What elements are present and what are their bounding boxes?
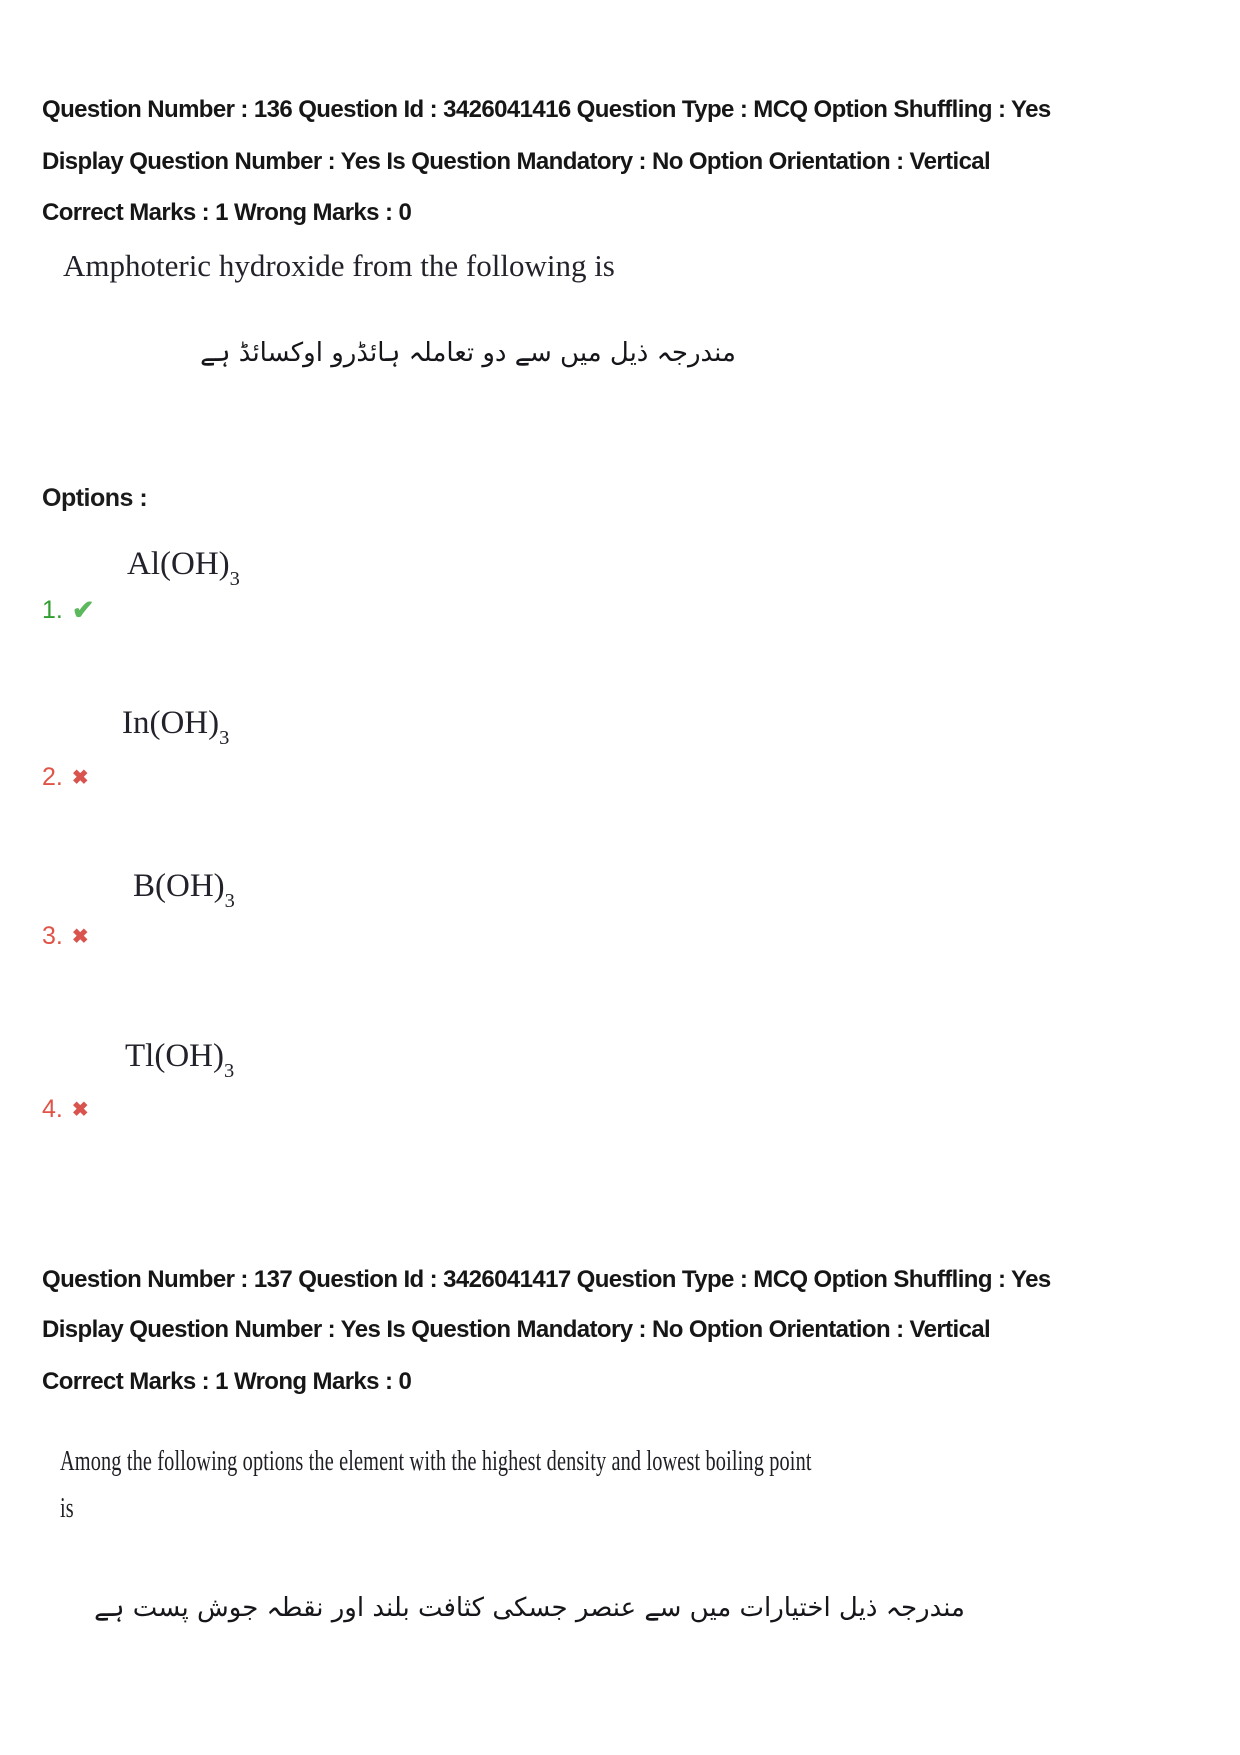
option-1-number: 1. (42, 596, 63, 624)
option-1-formula-subscript: 3 (229, 568, 240, 591)
option-3-number: 3. (42, 922, 63, 950)
option-3-formula-subscript: 3 (224, 890, 235, 913)
option-2-formula (122, 705, 230, 750)
q136-question-text-english: Amphoteric hydroxide from the following is (63, 248, 615, 283)
wrong-cross-icon: ✖ (71, 766, 89, 789)
option-4-formula (125, 1038, 235, 1083)
option-4-formula-base: Tl(OH) (125, 1038, 224, 1074)
q137-question-text-english-line2: is (60, 1492, 74, 1524)
wrong-cross-icon: ✖ (71, 1098, 89, 1121)
q137-question-text-urdu: مندرجہ ذیل اختیارات میں سے عنصر جسکی کثافت بلند اور نقطہ جوش پست ہے (94, 1593, 965, 1623)
q137-header-line1: Question Number : 137 Question Id : 3426041417 Question Type : MCQ Option Shuffling : Yes (42, 1266, 1051, 1293)
option-3-formula (133, 868, 235, 913)
option-1-formula (127, 546, 240, 591)
option-4-formula-subscript: 3 (223, 1060, 235, 1083)
option-3-result-row (42, 922, 89, 951)
correct-check-icon: ✔ (71, 595, 95, 625)
option-2-number: 2. (42, 763, 63, 791)
option-2-formula-subscript: 3 (219, 727, 230, 750)
q136-question-text-urdu: مندرجہ ذیل میں سے دو تعاملہ ہائڈرو اوکسائڈ ہے (200, 338, 736, 368)
q137-question-text-english-line1: Among the following options the element with the highest density and lowest boiling point (60, 1445, 812, 1477)
q136-header-line3: Correct Marks : 1 Wrong Marks : 0 (42, 199, 412, 226)
option-4-number: 4. (42, 1095, 63, 1123)
option-3-formula-base: B(OH) (133, 868, 225, 904)
option-2-result-row (42, 763, 89, 792)
q136-header-line2: Display Question Number : Yes Is Question Mandatory : No Option Orientation : Vertical (42, 148, 991, 175)
option-1-result-row (42, 596, 94, 625)
q137-header-line3: Correct Marks : 1 Wrong Marks : 0 (42, 1368, 412, 1395)
option-1-formula-base: Al(OH) (127, 546, 230, 582)
options-label: Options : (42, 484, 148, 512)
wrong-cross-icon: ✖ (71, 925, 89, 948)
q136-header-line1: Question Number : 136 Question Id : 3426041416 Question Type : MCQ Option Shuffling : Yes (42, 96, 1051, 123)
option-2-formula-base: In(OH) (122, 705, 220, 741)
q137-header-line2: Display Question Number : Yes Is Question Mandatory : No Option Orientation : Vertical (42, 1316, 991, 1343)
option-4-result-row (42, 1095, 89, 1124)
